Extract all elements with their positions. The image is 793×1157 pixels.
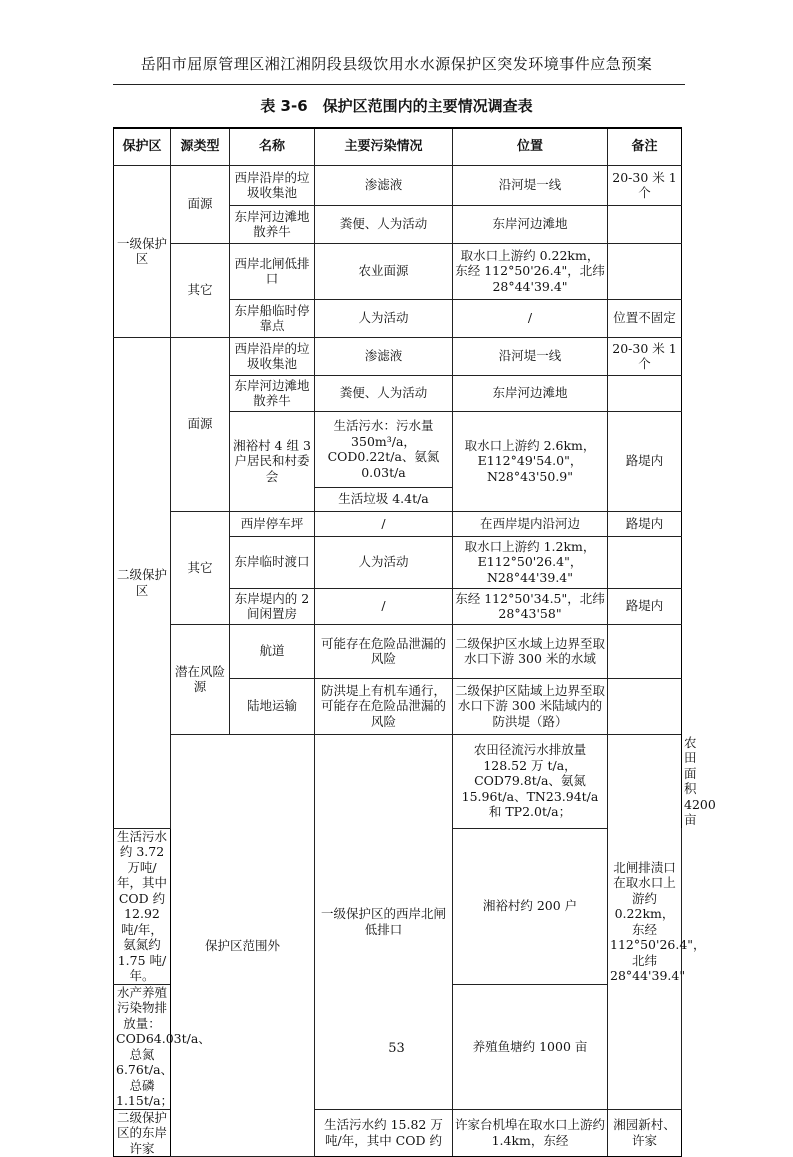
col-header-note: 备注: [608, 128, 682, 165]
location-cell: 在西岸堤内沿河边: [453, 511, 608, 536]
table-row: [114, 243, 682, 299]
table-row: [114, 165, 682, 205]
table-row: [114, 624, 682, 678]
name-cell: 东岸河边滩地散养牛: [230, 205, 315, 243]
location-cell: /: [453, 299, 608, 337]
name-cell: 西岸北闸低排口: [230, 243, 315, 299]
pollution-cell: 可能存在危险品泄漏的风险: [315, 624, 453, 678]
zone-cell-zone1: 一级保护区: [114, 165, 171, 337]
type-cell: 其它: [171, 511, 230, 624]
pollution-cell: 水产养殖污染物排放量：COD64.03t/a、总氮 6.76t/a、总磷 1.15t/a；: [114, 984, 171, 1109]
pollution-cell: 农田径流污水排放量 128.52 万 t/a，COD79.8t/a、氨氮 15.96t/a、TN23.94t/a 和 TP2.0t/a；: [453, 734, 608, 828]
location-cell: 二级保护区水域上边界至取水口下游 300 米的水域: [453, 624, 608, 678]
note-cell: 路堤内: [608, 411, 682, 511]
page-number: 53: [388, 1041, 405, 1056]
col-header-pollution: 主要污染情况: [315, 128, 453, 165]
note-cell: [608, 205, 682, 243]
table-row: 保护区范围外 一级保护区的西岸北闸低排口 农田径流污水排放量 128.52 万 t/a，COD79.8t/a、氨氮 15.96t/a、TN23.94t/a 和 TP2.0t/a； 北闸排渍口在取水口上游约 0.22km，东经 112°50'26.4"，北纬 28°44'39.4" 农田面积 4200 亩: [114, 734, 682, 828]
table-row: [114, 337, 682, 375]
name-cell: 西岸停车坪: [230, 511, 315, 536]
header-rule: [113, 84, 685, 85]
name-cell: 陆地运输: [230, 678, 315, 734]
note-cell: 20-30 米 1 个: [608, 165, 682, 205]
note-cell: 位置不固定: [608, 299, 682, 337]
location-cell: 取水口上游约 1.2km，E112°50'26.4"，N28°44'39.4": [453, 536, 608, 588]
pollution-cell: 生活垃圾 4.4t/a: [315, 487, 453, 511]
pollution-cell: 人为活动: [315, 299, 453, 337]
pollution-cell: 农业面源: [315, 243, 453, 299]
pollution-cell: 生活污水：污水量 350m³/a，COD0.22t/a、氨氮 0.03t/a: [315, 411, 453, 487]
pollution-cell: 防洪堤上有机车通行，可能存在危险品泄漏的风险: [315, 678, 453, 734]
type-cell: 其它: [171, 243, 230, 337]
note-cell: [608, 243, 682, 299]
location-cell: 东岸河边滩地: [453, 205, 608, 243]
col-header-source-type: 源类型: [171, 128, 230, 165]
note-cell: [608, 624, 682, 678]
name-cell: 一级保护区的西岸北闸低排口: [315, 734, 453, 1109]
type-cell: 面源: [171, 165, 230, 243]
header-row: [114, 128, 682, 165]
pollution-cell: 生活污水约 15.82 万吨/年，其中 COD 约: [315, 1109, 453, 1157]
table-title: 表 3-6 保护区范围内的主要情况调查表: [260, 97, 533, 115]
note-cell: 湘裕村约 200 户: [453, 828, 608, 984]
running-header: 岳阳市屈原管理区湘江湘阴段县级饮用水水源保护区突发环境事件应急预案: [140, 55, 653, 73]
note-cell: 路堤内: [608, 511, 682, 536]
survey-table: [113, 127, 716, 1157]
note-cell: 湘园新村、许家: [608, 1109, 682, 1157]
location-cell: 北闸排渍口在取水口上游约 0.22km，东经 112°50'26.4"，北纬 28°44'39.4": [608, 734, 682, 1109]
zone-cell-outside: 保护区范围外: [171, 734, 315, 1157]
pollution-cell: /: [315, 588, 453, 624]
col-header-name: 名称: [230, 128, 315, 165]
name-cell: 东岸船临时停靠点: [230, 299, 315, 337]
note-cell: 20-30 米 1 个: [608, 337, 682, 375]
location-cell: 东岸河边滩地: [453, 375, 608, 411]
pollution-cell: 粪便、人为活动: [315, 375, 453, 411]
pollution-cell: 渗滤液: [315, 165, 453, 205]
pollution-cell: 生活污水约 3.72 万吨/年，其中 COD 约 12.92 吨/年，氨氮约 1.75 吨/年。: [114, 828, 171, 984]
name-cell: 东岸临时渡口: [230, 536, 315, 588]
note-cell: [608, 678, 682, 734]
col-header-location: 位置: [453, 128, 608, 165]
type-cell: 面源: [171, 337, 230, 511]
name-cell: 西岸沿岸的垃圾收集池: [230, 165, 315, 205]
location-cell: 取水口上游约 0.22km，东经 112°50'26.4"，北纬 28°44'39.4": [453, 243, 608, 299]
location-cell: 沿河堤一线: [453, 337, 608, 375]
zone-cell-zone2: 二级保护区: [114, 337, 171, 828]
name-cell: 湘裕村 4 组 3 户居民和村委会: [230, 411, 315, 511]
table-row: [114, 511, 682, 536]
col-header-zone: 保护区: [114, 128, 171, 165]
note-cell: [608, 536, 682, 588]
name-cell: 二级保护区的东岸许家: [114, 1109, 171, 1157]
pollution-cell: /: [315, 511, 453, 536]
note-cell: 路堤内: [608, 588, 682, 624]
pollution-cell: 渗滤液: [315, 337, 453, 375]
name-cell: 东岸河边滩地散养牛: [230, 375, 315, 411]
location-cell: 沿河堤一线: [453, 165, 608, 205]
name-cell: 西岸沿岸的垃圾收集池: [230, 337, 315, 375]
location-cell: 取水口上游约 2.6km，E112°49'54.0"，N28°43'50.9": [453, 411, 608, 511]
location-cell: 东经 112°50'34.5"，北纬 28°43'58": [453, 588, 608, 624]
note-cell: 养殖鱼塘约 1000 亩: [453, 984, 608, 1109]
location-cell: 二级保护区陆域上边界至取水口下游 300 米陆域内的防洪堤（路）: [453, 678, 608, 734]
pollution-cell: 人为活动: [315, 536, 453, 588]
location-cell: 许家台机埠在取水口上游约 1.4km，东经: [453, 1109, 608, 1157]
note-cell: [608, 375, 682, 411]
name-cell: 东岸堤内的 2 间闲置房: [230, 588, 315, 624]
pollution-cell: 粪便、人为活动: [315, 205, 453, 243]
type-cell: 潜在风险源: [171, 624, 230, 734]
name-cell: 航道: [230, 624, 315, 678]
